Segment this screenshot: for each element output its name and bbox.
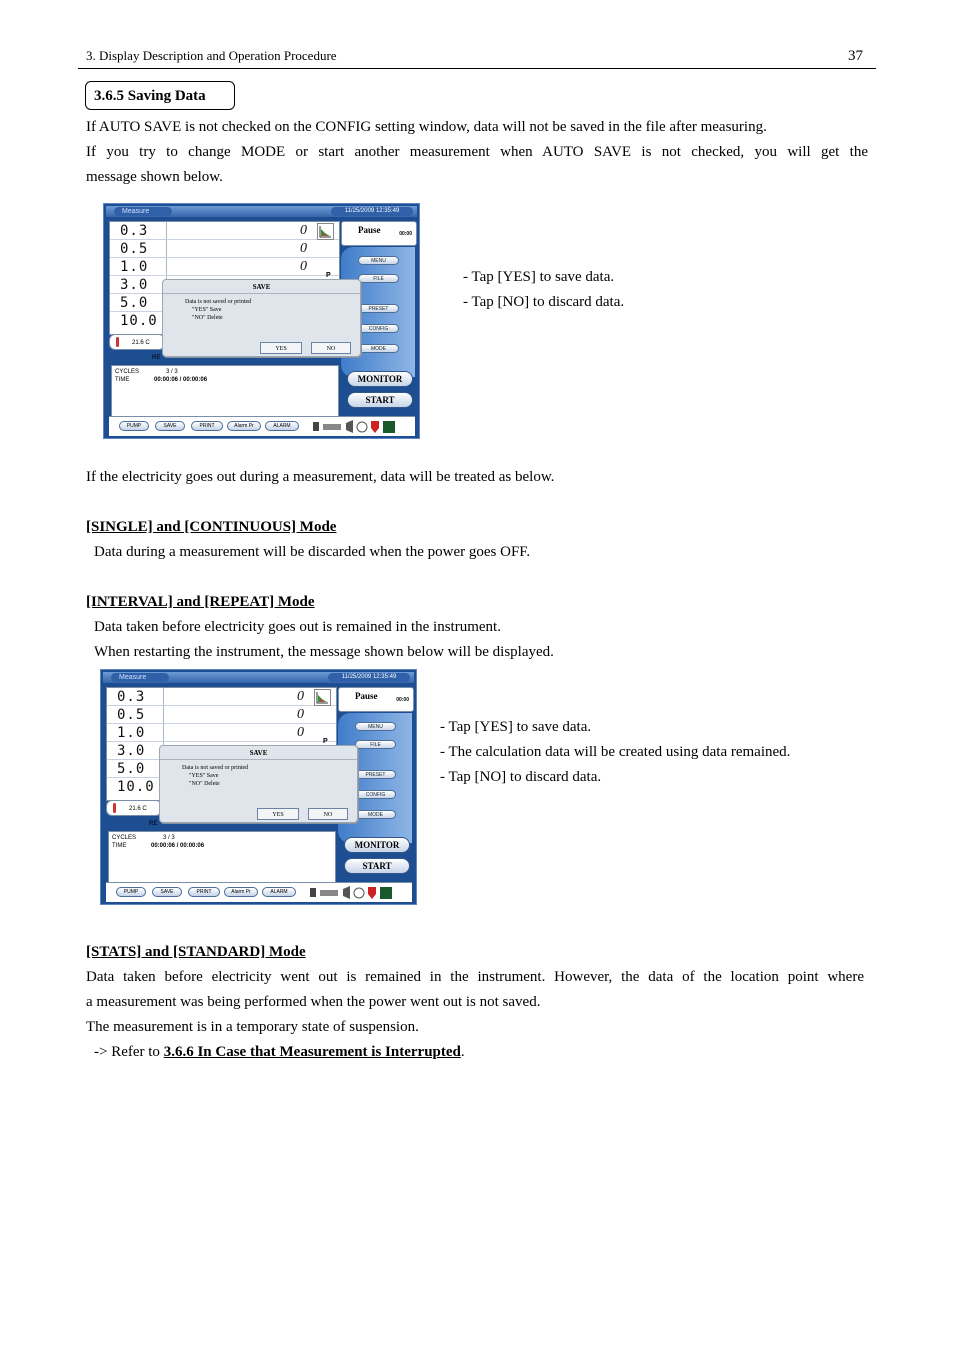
rep-label: RE — [149, 821, 158, 827]
interval-heading: [INTERVAL] and [REPEAT] Mode — [86, 594, 315, 610]
temperature-value: 21.6 C — [132, 340, 150, 346]
start-button[interactable]: START — [344, 858, 410, 874]
thermometer-icon — [113, 803, 116, 813]
dialog-title: SAVE — [249, 749, 268, 757]
pause-label: Pause — [355, 691, 378, 701]
sensor-icon — [354, 888, 364, 898]
time-value: 00:00:06 / 00:00:06 — [154, 377, 208, 383]
rep-label: RE — [152, 355, 161, 361]
single-text: Data during a measurement will be discarded when the power goes OFF. — [94, 544, 531, 560]
single-heading: [SINGLE] and [CONTINUOUS] Mode — [86, 519, 337, 535]
status-icons — [310, 885, 410, 900]
device-screenshot-restart — [100, 669, 417, 905]
start-button[interactable]: START — [347, 392, 413, 408]
alarm-pr-button[interactable]: Alarm Pr — [224, 887, 258, 897]
temperature-value: 21.6 C — [129, 806, 147, 812]
cycles-value: 3 / 3 — [163, 835, 175, 841]
interval-line-1: Data taken before electricity goes out is remained in the instrument. — [94, 619, 501, 635]
temperature-display — [106, 800, 162, 816]
dialog-message: Data is not saved or printed — [182, 765, 249, 771]
size-label: 1.0 — [120, 259, 149, 275]
side-p-label: P — [323, 738, 328, 745]
count-value: 0 — [300, 259, 307, 274]
size-label: 10.0 — [117, 779, 155, 795]
note2-tap-no: - Tap [NO] to discard data. — [440, 769, 602, 785]
refer-line — [94, 1040, 465, 1065]
size-row — [107, 706, 336, 724]
stats-line-1: Data taken before electricity went out is remained in the instrument. However, the data of the location point where — [86, 969, 864, 985]
print-button[interactable]: PRINT — [188, 887, 220, 897]
dialog-rule — [163, 293, 360, 294]
save-button[interactable]: SAVE — [155, 421, 185, 431]
pump-button[interactable]: PUMP — [119, 421, 149, 431]
device-title-bar — [106, 206, 417, 217]
config-button[interactable]: CONFIG — [358, 324, 399, 333]
count-value: 0 — [297, 725, 304, 740]
count-value: 0 — [300, 223, 307, 238]
size-label: 5.0 — [120, 295, 149, 311]
intro-line-3: message shown below. — [86, 169, 223, 185]
print-button[interactable]: PRINT — [191, 421, 223, 431]
datetime-display: 11/25/2009 12:35:49 — [331, 207, 413, 216]
cycles-panel — [111, 365, 339, 417]
pump-button[interactable]: PUMP — [116, 887, 146, 897]
monitor-button[interactable]: MONITOR — [347, 371, 413, 387]
intro-line-1: If AUTO SAVE is not checked on the CONFIG setting window, data will not be saved in the file after measuring. — [86, 119, 767, 135]
status-box-icon — [383, 421, 395, 433]
size-label: 0.3 — [120, 223, 149, 239]
dialog-rule — [160, 759, 357, 760]
cycles-label: CYCLES — [115, 369, 140, 375]
size-row — [110, 222, 339, 240]
measure-tab[interactable]: Measure — [111, 673, 169, 682]
bottom-toolbar — [106, 882, 412, 902]
status-icons — [313, 419, 413, 434]
save-dialog — [162, 279, 361, 357]
dialog-no-hint: "NO" Delete — [189, 781, 220, 787]
page-number: 37 — [848, 48, 863, 64]
file-button[interactable]: FILE — [355, 740, 396, 749]
menu-button[interactable]: MENU — [355, 722, 396, 731]
status-box-icon — [380, 887, 392, 899]
count-value: 0 — [297, 707, 304, 722]
size-row — [110, 240, 339, 258]
save-dialog — [159, 745, 358, 823]
shield-icon — [368, 887, 376, 899]
chart-icon[interactable] — [317, 223, 334, 240]
dialog-yes-button[interactable]: YES — [257, 808, 299, 820]
size-label: 5.0 — [117, 761, 146, 777]
alarm-button[interactable]: ALARM — [262, 887, 296, 897]
size-row — [107, 724, 336, 742]
datetime-display: 11/25/2009 12:35:49 — [328, 673, 410, 682]
bottom-toolbar — [109, 416, 415, 436]
note-tap-no: - Tap [NO] to discard data. — [463, 294, 625, 310]
speaker-icon — [343, 886, 350, 899]
dialog-no-button[interactable]: NO — [308, 808, 348, 820]
size-label: 0.3 — [117, 689, 146, 705]
plug-icon — [320, 890, 338, 896]
size-label: 0.5 — [117, 707, 146, 723]
plug-icon — [323, 424, 341, 430]
size-label: 3.0 — [120, 277, 149, 293]
device-title-bar — [103, 672, 414, 683]
header-rule — [78, 68, 876, 69]
size-label: 10.0 — [120, 313, 158, 329]
size-row — [107, 688, 336, 706]
section-title: 3.6.5 Saving Data — [85, 81, 235, 110]
save-button[interactable]: SAVE — [152, 887, 182, 897]
thermometer-icon — [116, 337, 119, 347]
menu-button[interactable]: MENU — [358, 256, 399, 265]
preset-button[interactable]: PRESET — [355, 770, 396, 779]
dialog-title: SAVE — [252, 283, 271, 291]
stats-heading: [STATS] and [STANDARD] Mode — [86, 944, 306, 960]
temperature-display — [109, 334, 165, 350]
file-button[interactable]: FILE — [358, 274, 399, 283]
dialog-yes-hint: "YES" Save — [189, 773, 219, 779]
time-label: TIME — [112, 843, 127, 849]
time-value: 00:00:06 / 00:00:06 — [151, 843, 205, 849]
alarm-button[interactable]: ALARM — [265, 421, 299, 431]
refer-prefix: -> Refer to — [94, 1044, 164, 1060]
cycles-panel — [108, 831, 336, 883]
size-label: 1.0 — [117, 725, 146, 741]
preset-button[interactable]: PRESET — [358, 304, 399, 313]
sensor-icon — [357, 422, 367, 432]
pause-time: 00:00 — [399, 231, 412, 237]
mode-button[interactable]: MODE — [355, 810, 396, 819]
dialog-yes-button[interactable]: YES — [260, 342, 302, 354]
size-label: 0.5 — [120, 241, 149, 257]
side-p-label: P — [326, 272, 331, 279]
running-header: 3. Display Description and Operation Procedure — [86, 48, 337, 63]
size-label: 3.0 — [117, 743, 146, 759]
refer-link[interactable]: 3.6.6 In Case that Measurement is Interrupted — [163, 1044, 461, 1060]
note2-tap-yes: - Tap [YES] to save data. — [440, 719, 592, 735]
device-screenshot-save — [103, 203, 420, 439]
note2-calc: - The calculation data will be created using data remained. — [440, 744, 791, 760]
pause-time: 00:00 — [396, 697, 409, 703]
pause-panel[interactable] — [341, 221, 417, 246]
dialog-yes-hint: "YES" Save — [192, 307, 222, 313]
alarm-pr-button[interactable]: Alarm Pr — [227, 421, 261, 431]
speaker-icon — [346, 420, 353, 433]
hand-icon — [313, 422, 319, 431]
note-tap-yes: - Tap [YES] to save data. — [463, 269, 615, 285]
hand-icon — [310, 888, 316, 897]
chart-icon[interactable] — [314, 689, 331, 706]
interval-line-2: When restarting the instrument, the message shown below will be displayed. — [94, 644, 554, 660]
cycles-label: CYCLES — [112, 835, 137, 841]
stats-line-3: The measurement is in a temporary state of suspension. — [86, 1019, 419, 1035]
pause-panel[interactable] — [338, 687, 414, 712]
count-value: 0 — [297, 689, 304, 704]
config-button[interactable]: CONFIG — [355, 790, 396, 799]
measure-tab[interactable]: Measure — [114, 207, 172, 216]
monitor-button[interactable]: MONITOR — [344, 837, 410, 853]
size-row — [110, 258, 339, 276]
time-label: TIME — [115, 377, 130, 383]
cycles-value: 3 / 3 — [166, 369, 178, 375]
stats-line-2: a measurement was being performed when the power went out is not saved. — [86, 994, 541, 1010]
dialog-no-hint: "NO" Delete — [192, 315, 223, 321]
pause-label: Pause — [358, 225, 381, 235]
shield-icon — [371, 421, 379, 433]
refer-suffix: . — [460, 1044, 465, 1060]
dialog-no-button[interactable]: NO — [311, 342, 351, 354]
count-value: 0 — [300, 241, 307, 256]
intro-line-2: If you try to change MODE or start another measurement when AUTO SAVE is not checked, you will get the — [86, 144, 868, 160]
dialog-message: Data is not saved or printed — [185, 299, 252, 305]
mode-button[interactable]: MODE — [358, 344, 399, 353]
power-intro: If the electricity goes out during a measurement, data will be treated as below. — [86, 469, 555, 485]
